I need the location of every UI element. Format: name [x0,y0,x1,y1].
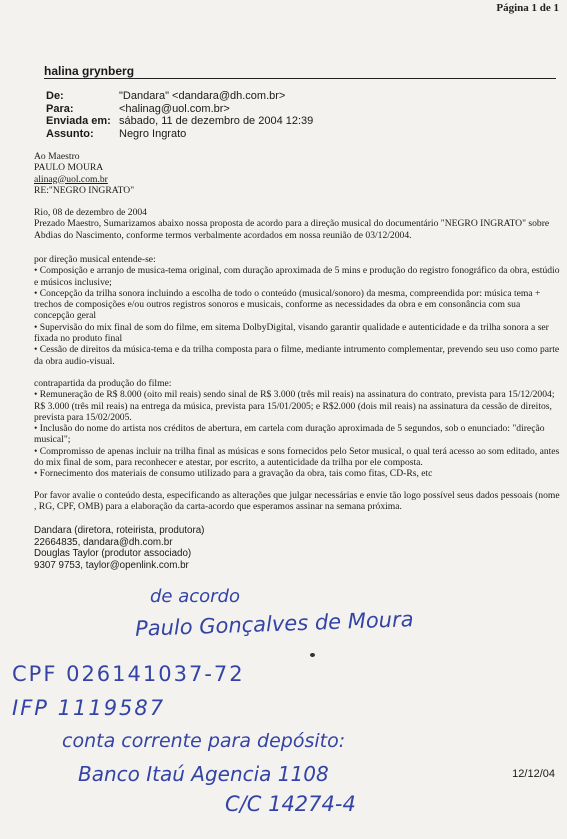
addressee-line: PAULO MOURA [34,162,104,174]
list-item: • Compromisso de apenas incluir na trilha final as músicas e sons fornecidos pelo Setor musical, o qual terá acesso ao som editado, antes do mix final de som, para reconhecer e atestar, por escrito, a autenticidade da trilha por ele composta. [34,445,560,469]
list-item: • Concepção da trilha sonora incluindo a escolha de todo o conteúdo (musical/sonoro) da mesma, compreendida por: música tema + trechos de composições e/ou outros registros sonoros e musicais, conforme as necessidades da obra e em consonância com sua concepção geral [34,287,541,322]
addressee-line: RE:"NEGRO INGRATO" [34,184,135,196]
page-number: Página 1 de 1 [496,2,559,14]
header-value: <halinag@uol.com.br> [119,102,230,115]
header-row-subject [46,128,313,141]
list-item: • Remuneração de R$ 8.000 (oito mil reais) sendo sinal de R$ 3.000 (três mil reais) na assinatura do contrato, prevista para 15/12/2004; R$ 3.000 (três mil reais) na entrega da música, prevista para 15/01/2005; e R$2.000 (dois mil reais) na assinatura da cessão de direitos, prevista para 15/02/2005. [34,389,555,423]
header-value: sábado, 11 de dezembro de 2004 12:39 [119,115,314,127]
section-title: contrapartida da produção do filme: [34,378,172,389]
header-key: De: [46,90,64,102]
header-key: Assunto: [46,127,94,140]
addressee-block [34,151,560,196]
addressee-email: alinag@uol.com.br [34,173,108,185]
handwritten-ifp: IFP 1119587 [12,696,166,720]
signature-line: Dandara (diretora, roteirista, produtora) [34,525,205,536]
intro-paragraph: Prezado Maestro, Sumarizamos abaixo nossa proposta de acordo para a direção musical do documentário "NEGRO INGRATO" sobre Abdias do Nascimento, conforme termos verbalmente acordados em nossa reunião de 03/12/2004. [34,218,550,241]
handwritten-account: C/C 14274-4 [225,792,356,816]
header-value: Negro Ingrato [119,127,187,140]
direction-section [34,254,560,367]
handwritten-date: 12/12/04 [512,768,555,780]
header-divider [44,78,556,79]
signature-line: Douglas Taylor (produtor associado) [34,548,192,559]
intro-block [34,207,560,241]
header-key: Para: [46,102,74,115]
ink-dot [310,653,315,657]
list-item: • Cessão de direitos da música-tema e da trilha composta para o filme, mediante intrumento complementar, prevendo seu uso como parte da obra audio-visual. [34,344,560,367]
addressee-line: Ao Maestro [34,151,80,162]
signature-line: 22664835, dandara@dh.com.br [34,536,173,548]
email-header [46,90,313,140]
header-row-from [46,90,313,103]
header-row-sent [46,115,313,128]
section-title: por direção musical entende-se: [34,254,156,265]
header-key: Enviada em: [46,115,111,127]
list-item: • Fornecimento dos materiais de consumo utilizado para a gravação da obra, tais como fitas, CD-Rs, etc [34,468,433,480]
counterpart-section [34,378,560,480]
signature-line: 9307 9753, taylor@openlink.com.br [34,559,189,571]
handwritten-signature: Paulo Gonçalves de Moura [134,607,414,641]
handwritten-cpf: CPF 026141037-72 [12,662,245,686]
list-item: • Inclusão do nome do artista nos créditos de abertura, em cartela com duração aproximada de 5 segundos, sob o enunciado: "direção musical"; [34,423,545,446]
handwritten-account-note: conta corrente para depósito: [62,730,346,752]
letter-date: Rio, 08 de dezembro de 2004 [34,207,147,218]
list-item: • Composição e arranjo de musica-tema original, com duração aproximada de 5 mins e produção do registro fonográfico da obra, estúdio e músicos inclusive; [34,265,560,288]
list-item: • Supervisão do mix final de som do filme, em sitema DolbyDigital, visando garantir qualidade e autenticidade e da trilha sonora a ser fixada no produto final [34,321,549,345]
signature-block [34,525,204,571]
handwritten-agreement: de acordo [150,586,240,607]
request-paragraph: Por favor avalie o conteúdo desta, especificando as alterações que julgar necessárias e envie tão logo possível seus dados pessoais (nome , RG, CPF, OMB) para a elaboração da carta-acordo que esperamos assinar na semana próxima. [34,490,560,513]
handwritten-bank: Banco Itaú Agencia 1108 [78,762,329,786]
header-row-to [46,103,313,116]
sender-name: halina grynberg [44,64,135,78]
header-value: "Dandara" <dandara@dh.com.br> [119,90,286,102]
